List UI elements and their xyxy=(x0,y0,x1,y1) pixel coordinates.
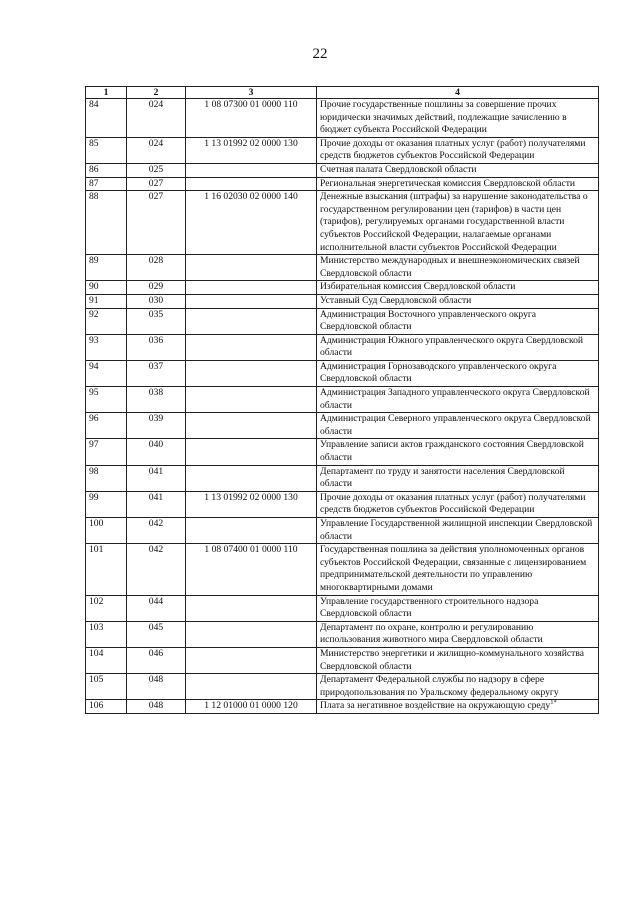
table-row xyxy=(86,621,599,647)
row-number-cell xyxy=(86,163,127,177)
budget-classification-code-cell xyxy=(186,308,317,334)
budget-classification-code-cell xyxy=(186,465,317,491)
row-number: 106 xyxy=(89,700,104,712)
revenue-name-cell xyxy=(317,163,599,177)
budget-classification-code-cell xyxy=(186,700,317,714)
revenue-name-cell xyxy=(317,647,599,673)
row-number: 89 xyxy=(89,255,99,267)
revenue-name: Прочие доходы от оказания платных услуг (работ) получателями средств бюджетов субъектов Российской Федерации xyxy=(320,137,586,162)
row-number-cell xyxy=(86,294,127,308)
admin-code-cell xyxy=(127,177,186,191)
revenue-name: Министерство международных и внешнеэкономических связей Свердловской области xyxy=(320,255,580,279)
revenue-name: Администрация Западного управленческого округа Свердловской области xyxy=(320,387,590,411)
row-number: 96 xyxy=(89,413,99,425)
admin-code-cell xyxy=(127,294,186,308)
table-row xyxy=(86,387,599,413)
admin-code-cell xyxy=(127,465,186,491)
budget-classification-code-cell xyxy=(186,595,317,621)
revenue-name-cell xyxy=(317,491,599,517)
admin-code: 042 xyxy=(148,544,164,556)
admin-code-cell xyxy=(127,137,186,163)
table-row xyxy=(86,137,599,163)
row-number: 88 xyxy=(89,191,99,203)
revenue-name: Департамент по охране, контролю и регулированию использования животного мира Свердловской области xyxy=(320,621,543,646)
table-row xyxy=(86,163,599,177)
admin-code: 041 xyxy=(148,491,164,503)
budget-classification-code-cell xyxy=(186,621,317,647)
header-col-1: 1 xyxy=(86,87,127,99)
admin-code: 036 xyxy=(148,334,164,346)
revenue-name: Избирательная комиссия Свердловской области xyxy=(320,281,516,293)
budget-classification-code-cell xyxy=(186,413,317,439)
budget-classification-code-cell xyxy=(186,647,317,673)
budget-classification-code: 1 08 07300 01 0000 110 xyxy=(204,99,298,110)
row-number: 105 xyxy=(89,674,104,686)
revenue-name: Уставный Суд Свердловской области xyxy=(320,294,472,306)
row-number: 95 xyxy=(89,387,99,399)
budget-classification-code: 1 16 02030 02 0000 140 xyxy=(204,191,298,203)
revenue-name-cell xyxy=(317,439,599,465)
table-row xyxy=(86,544,599,595)
table-row xyxy=(86,294,599,308)
table-row xyxy=(86,334,599,360)
revenue-name-cell xyxy=(317,544,599,595)
revenue-name-cell xyxy=(317,674,599,700)
admin-code: 038 xyxy=(148,387,164,399)
revenue-name: Счетная палата Свердловской области xyxy=(320,163,477,175)
table-row xyxy=(86,191,599,255)
page-number: 22 xyxy=(312,46,328,62)
revenue-name: Государственная пошлина за действия уполномоченных органов субъектов Российской Федерации, связанные с лицензированием предпринимательской деятельности по управлению многоквартирными домами xyxy=(320,544,587,593)
row-number: 86 xyxy=(89,163,99,175)
budget-classification-code-cell xyxy=(186,360,317,386)
revenue-name: Департамент Федеральной службы по надзору в сфере природопользования по Уральскому федеральному округу xyxy=(320,674,559,698)
row-number: 104 xyxy=(89,647,104,659)
row-number-cell xyxy=(86,137,127,163)
row-number: 102 xyxy=(89,595,104,607)
row-number: 84 xyxy=(89,99,99,110)
row-number: 91 xyxy=(89,294,99,306)
row-number: 101 xyxy=(89,544,104,556)
revenue-name: Прочие государственные пошлины за совершение прочих юридически значимых действий, подлежащие зачислению в бюджет субъекта Российской Федерации xyxy=(320,99,567,136)
table-row xyxy=(86,99,599,138)
budget-classification-code-cell xyxy=(186,281,317,295)
budget-classification-code-cell xyxy=(186,544,317,595)
admin-code: 039 xyxy=(148,413,164,425)
table-row xyxy=(86,360,599,386)
budget-classification-code-cell xyxy=(186,294,317,308)
revenue-name: Администрация Горнозаводского управленческого округа Свердловской области xyxy=(320,360,557,385)
revenue-name: Администрация Южного управленческого округа Свердловской области xyxy=(320,334,584,359)
row-number: 98 xyxy=(89,465,99,477)
admin-code-cell xyxy=(127,163,186,177)
row-number-cell xyxy=(86,334,127,360)
table-row xyxy=(86,413,599,439)
admin-code: 044 xyxy=(148,595,164,607)
revenue-name-cell xyxy=(317,294,599,308)
budget-classification-code-cell xyxy=(186,163,317,177)
admin-code: 035 xyxy=(148,308,164,320)
budget-classification-code: 1 13 01992 02 0000 130 xyxy=(204,491,298,503)
row-number-cell xyxy=(86,621,127,647)
admin-code-cell xyxy=(127,544,186,595)
row-number-cell xyxy=(86,518,127,544)
revenue-name: Денежные взыскания (штрафы) за нарушение законодательства о государственном регулировании цен (тарифов) в части цен (тарифов), регулируемых органами государственной власти субъектов Российской Федерации, налагаемые органами исполнительной власти субъектов Российской Федерации xyxy=(320,191,588,253)
revenue-name: Плата за негативное воздействие на окружающую среду xyxy=(320,700,551,712)
budget-classification-code: 1 13 01992 02 0000 130 xyxy=(204,137,298,149)
admin-code-cell xyxy=(127,387,186,413)
budget-classification-code-cell xyxy=(186,177,317,191)
revenue-name: Министерство энергетики и жилищно-коммунального хозяйства Свердловской области xyxy=(320,647,585,672)
row-number-cell xyxy=(86,595,127,621)
budget-classification-code-cell xyxy=(186,439,317,465)
revenue-name: Управление государственного строительного надзора Свердловской области xyxy=(320,595,539,620)
revenue-name-cell xyxy=(317,413,599,439)
row-number: 92 xyxy=(89,308,99,320)
budget-classification-code: 1 12 01000 01 0000 120 xyxy=(204,700,298,712)
admin-code-cell xyxy=(127,621,186,647)
row-number: 87 xyxy=(89,177,99,189)
table-row xyxy=(86,518,599,544)
revenue-name-cell xyxy=(317,518,599,544)
revenue-name-cell xyxy=(317,99,599,138)
revenue-name-cell xyxy=(317,137,599,163)
budget-classification-code-cell xyxy=(186,137,317,163)
budget-classification-code-cell xyxy=(186,387,317,413)
admin-code: 048 xyxy=(148,674,164,686)
revenue-name-cell xyxy=(317,191,599,255)
revenue-name-cell xyxy=(317,700,599,714)
revenue-name-cell xyxy=(317,255,599,281)
table-row xyxy=(86,439,599,465)
admin-code-cell xyxy=(127,595,186,621)
admin-code: 048 xyxy=(148,700,164,712)
row-number: 103 xyxy=(89,621,104,633)
revenue-name: Региональная энергетическая комиссия Свердловской области xyxy=(320,177,576,189)
row-number-cell xyxy=(86,491,127,517)
admin-code: 040 xyxy=(148,439,164,451)
revenue-name-cell xyxy=(317,465,599,491)
budget-classification-code-cell xyxy=(186,518,317,544)
admin-code: 029 xyxy=(148,281,164,293)
budget-classification-code-cell xyxy=(186,674,317,700)
row-number-cell xyxy=(86,413,127,439)
revenue-name-cell xyxy=(317,595,599,621)
admin-code: 027 xyxy=(148,191,164,203)
admin-code-cell xyxy=(127,308,186,334)
admin-code-cell xyxy=(127,281,186,295)
row-number-cell xyxy=(86,281,127,295)
admin-code: 030 xyxy=(148,294,164,306)
admin-code-cell xyxy=(127,439,186,465)
table-row xyxy=(86,647,599,673)
table-row xyxy=(86,255,599,281)
admin-code-cell xyxy=(127,360,186,386)
table-row xyxy=(86,281,599,295)
row-number-cell xyxy=(86,308,127,334)
admin-code-cell xyxy=(127,647,186,673)
table-header-row xyxy=(86,87,599,99)
budget-classification-code: 1 08 07400 01 0000 110 xyxy=(204,544,298,556)
footnote-marker: 1* xyxy=(550,699,557,707)
revenue-name: Администрация Восточного управленческого округа Свердловской области xyxy=(320,308,537,333)
budget-classification-code-cell xyxy=(186,255,317,281)
row-number-cell xyxy=(86,99,127,138)
budget-classification-code-cell xyxy=(186,191,317,255)
admin-code: 024 xyxy=(148,99,164,110)
revenue-name-cell xyxy=(317,334,599,360)
budget-classification-code-cell xyxy=(186,491,317,517)
budget-classification-code-cell xyxy=(186,99,317,138)
admin-code-cell xyxy=(127,413,186,439)
revenue-name: Прочие доходы от оказания платных услуг (работ) получателями средств бюджетов субъектов Российской Федерации xyxy=(320,491,586,516)
admin-code-cell xyxy=(127,334,186,360)
revenue-name: Администрация Северного управленческого округа Свердловской области xyxy=(320,413,591,437)
admin-code-cell xyxy=(127,191,186,255)
row-number: 94 xyxy=(89,360,99,372)
revenue-name-cell xyxy=(317,177,599,191)
admin-code-cell xyxy=(127,255,186,281)
table-row xyxy=(86,700,599,714)
table-body xyxy=(86,99,599,714)
row-number: 93 xyxy=(89,334,99,346)
row-number: 97 xyxy=(89,439,99,451)
budget-classification-code-cell xyxy=(186,334,317,360)
row-number-cell xyxy=(86,700,127,714)
admin-code: 027 xyxy=(148,177,164,189)
row-number-cell xyxy=(86,544,127,595)
table-row xyxy=(86,177,599,191)
row-number-cell xyxy=(86,360,127,386)
row-number-cell xyxy=(86,647,127,673)
revenue-name: Управление Государственной жилищной инспекции Свердловской области xyxy=(320,518,593,542)
table-row xyxy=(86,491,599,517)
revenue-name: Управление записи актов гражданского состояния Свердловской области xyxy=(320,439,584,464)
row-number-cell xyxy=(86,387,127,413)
table-row xyxy=(86,674,599,700)
row-number-cell xyxy=(86,465,127,491)
revenue-name-cell xyxy=(317,360,599,386)
admin-code-cell xyxy=(127,491,186,517)
admin-code-cell xyxy=(127,518,186,544)
admin-code: 046 xyxy=(148,647,164,659)
table-row xyxy=(86,308,599,334)
revenue-name-cell xyxy=(317,281,599,295)
revenue-administrators-table xyxy=(85,86,599,714)
revenue-name-cell xyxy=(317,308,599,334)
header-col-4: 4 xyxy=(317,87,599,99)
row-number: 99 xyxy=(89,491,99,503)
row-number: 85 xyxy=(89,137,99,149)
row-number-cell xyxy=(86,177,127,191)
row-number-cell xyxy=(86,191,127,255)
row-number: 90 xyxy=(89,281,99,293)
admin-code-cell xyxy=(127,700,186,714)
header-col-2: 2 xyxy=(127,87,186,99)
revenue-name-cell xyxy=(317,621,599,647)
admin-code-cell xyxy=(127,99,186,138)
admin-code: 028 xyxy=(148,255,164,267)
row-number: 100 xyxy=(89,518,104,529)
row-number-cell xyxy=(86,439,127,465)
revenue-name: Департамент по труду и занятости населения Свердловской области xyxy=(320,465,565,490)
admin-code: 037 xyxy=(148,360,164,372)
admin-code: 041 xyxy=(148,465,164,477)
revenue-name-cell xyxy=(317,387,599,413)
admin-code: 042 xyxy=(148,518,164,529)
table-row xyxy=(86,595,599,621)
admin-code-cell xyxy=(127,674,186,700)
header-col-3: 3 xyxy=(186,87,317,99)
admin-code: 045 xyxy=(148,621,164,633)
admin-code: 025 xyxy=(148,163,164,175)
row-number-cell xyxy=(86,674,127,700)
table-row xyxy=(86,465,599,491)
admin-code: 024 xyxy=(148,137,164,149)
row-number-cell xyxy=(86,255,127,281)
